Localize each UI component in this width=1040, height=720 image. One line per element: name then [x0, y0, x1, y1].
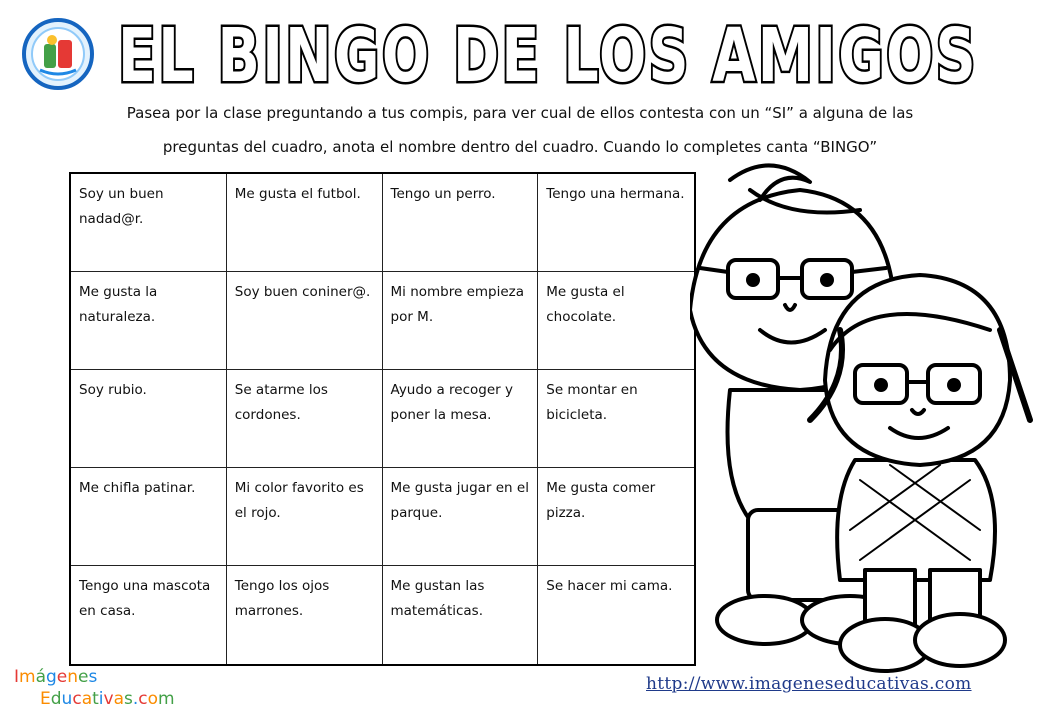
bingo-cell[interactable]: Me gusta el futbol.: [227, 174, 383, 272]
bingo-cell[interactable]: Se atarme los cordones.: [227, 370, 383, 468]
brand-logo: [14, 666, 194, 716]
brand-logo-line-1: Imágenes: [14, 667, 98, 687]
bingo-grid: [69, 172, 696, 666]
bingo-cell[interactable]: Me gusta la naturaleza.: [71, 272, 227, 370]
bingo-cell[interactable]: Mi nombre empieza por M.: [383, 272, 539, 370]
site-logo-badge: [22, 18, 94, 90]
website-link[interactable]: http://www.imageneseducativas.com: [646, 674, 972, 694]
instructions-line-1: Pasea por la clase preguntando a tus compis, para ver cual de ellos contesta con un “SI” a alguna de las: [126, 104, 914, 122]
page-title-text: EL BINGO DE LOS AMIGOS: [118, 13, 978, 98]
bingo-cell[interactable]: Me gustan las matemáticas.: [383, 566, 539, 664]
bingo-cell[interactable]: Me gusta comer pizza.: [538, 468, 694, 566]
instructions-line-2: preguntas del cuadro, anota el nombre dentro del cuadro. Cuando lo completes canta “BINGO”: [162, 138, 878, 156]
bingo-cell[interactable]: Tengo una hermana.: [538, 174, 694, 272]
bingo-cell[interactable]: Tengo una mascota en casa.: [71, 566, 227, 664]
bingo-cell[interactable]: Me gusta el chocolate.: [538, 272, 694, 370]
kids-illustration: [690, 160, 1040, 680]
bingo-cell[interactable]: Se hacer mi cama.: [546, 578, 673, 594]
brand-logo-line-2: Educativas.com: [40, 689, 175, 709]
bingo-cell[interactable]: Soy buen coniner@.: [227, 272, 383, 370]
bingo-cell[interactable]: Se montar en bicicleta.: [538, 370, 694, 468]
page-title: [108, 6, 988, 98]
bingo-cell[interactable]: Soy un buen nadad@r.: [71, 174, 227, 272]
bingo-cell[interactable]: Mi color favorito es el rojo.: [227, 468, 383, 566]
bingo-cell[interactable]: Me chifla patinar.: [71, 468, 227, 566]
bingo-cell[interactable]: Me gusta jugar en el parque.: [383, 468, 539, 566]
bingo-cell[interactable]: Tengo los ojos marrones.: [227, 566, 383, 664]
bingo-cell[interactable]: Soy rubio.: [71, 370, 227, 468]
bingo-cell[interactable]: Tengo un perro.: [383, 174, 539, 272]
bingo-cell[interactable]: Ayudo a recoger y poner la mesa.: [383, 370, 539, 468]
